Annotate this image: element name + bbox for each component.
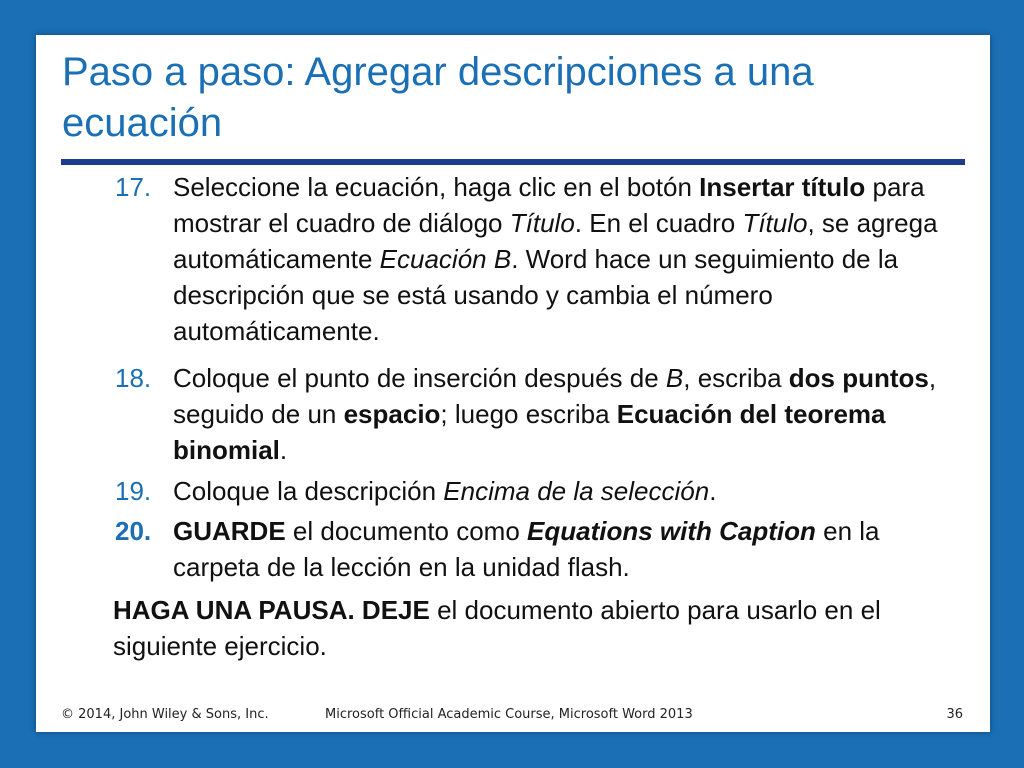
step-number: 17. — [115, 172, 152, 202]
step-text — [173, 169, 973, 349]
body-text: , escriba — [683, 363, 789, 393]
step-text — [173, 513, 973, 585]
emphasis-text: Equations with Caption — [527, 516, 816, 546]
step-number: 19. — [115, 476, 152, 506]
emphasis-text: espacio — [343, 399, 441, 429]
step-text — [173, 360, 973, 468]
emphasis-text: dos puntos — [788, 363, 929, 393]
pause-note — [113, 592, 973, 664]
body-text: ; luego escriba — [440, 399, 617, 429]
page-number: 36 — [946, 707, 963, 722]
body-text: el documento abierto para usarlo en el siguiente ejercicio. — [113, 595, 881, 661]
body-text: . — [709, 476, 717, 506]
slide-footer — [36, 707, 990, 727]
body-text: el documento como — [285, 516, 528, 546]
emphasis-text: Título — [509, 208, 575, 238]
emphasis-text: B — [665, 363, 684, 393]
body-text: para mostrar el cuadro de diálogo — [173, 172, 925, 238]
body-text: . Word hace un seguimiento de la descripción que se está usando y cambia el número automáticamente. — [173, 244, 899, 346]
emphasis-text: GUARDE — [173, 516, 286, 546]
body-text: , se agrega automáticamente — [173, 208, 938, 274]
emphasis-text: Insertar título — [699, 172, 866, 202]
slide-title: Paso a paso: Agregar descripciones a una ecuación — [62, 50, 814, 145]
body-text: . En el cuadro — [574, 208, 743, 238]
body-text: Seleccione la ecuación, haga clic en el botón — [173, 172, 700, 202]
slide — [36, 35, 990, 732]
emphasis-text: Encima de la selección — [443, 476, 710, 506]
title-divider — [61, 159, 965, 165]
copyright-text: © 2014, John Wiley & Sons, Inc. — [61, 707, 269, 722]
body-text: Coloque el punto de inserción después de — [173, 363, 666, 393]
emphasis-text: Título — [742, 208, 808, 238]
step-number: 18. — [115, 363, 152, 393]
body-text: . — [279, 435, 288, 465]
emphasis-text: Ecuación del teorema binomial — [173, 399, 886, 465]
step-number: 20. — [115, 516, 152, 546]
course-name: Microsoft Official Academic Course, Microsoft Word 2013 — [325, 707, 693, 722]
emphasis-text: HAGA UNA PAUSA. DEJE — [113, 595, 430, 625]
emphasis-text: Ecuación B — [379, 244, 512, 274]
step-text — [173, 473, 973, 509]
body-text: en la carpeta de la lección en la unidad flash. — [173, 516, 880, 582]
body-text: , seguido de un — [173, 363, 937, 429]
body-text: Coloque la descripción — [173, 476, 444, 506]
